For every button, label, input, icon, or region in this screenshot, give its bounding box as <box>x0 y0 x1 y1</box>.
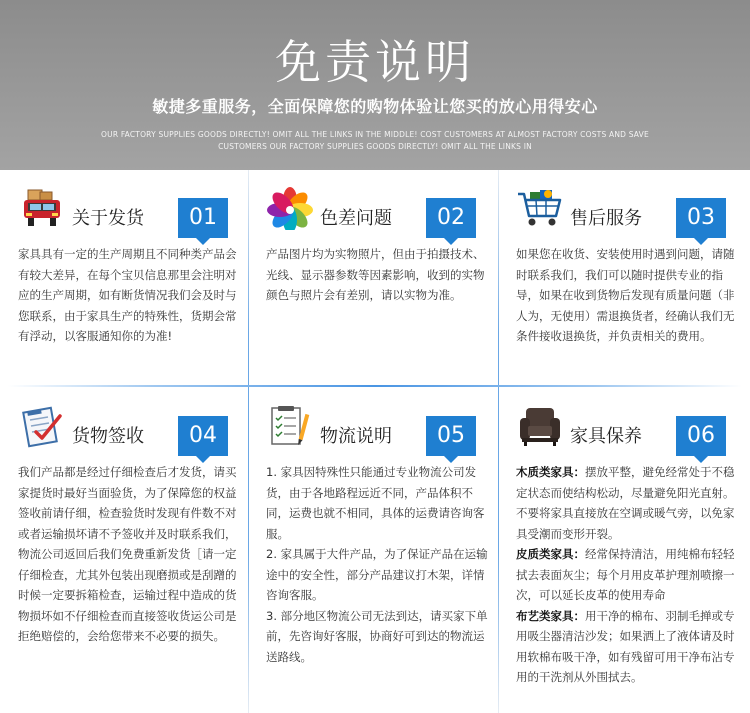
card-paragraph: 3. 部分地区物流公司无法到达，请买家下单前，先咨询好客服，协商好可到达的物流运送路线。 <box>266 608 488 664</box>
card-paragraph: 2. 家具属于大件产品，为了保证产品在运输途中的安全性，部分产品建议打木架，详情咨询客服。 <box>266 547 488 602</box>
card-paragraph: 如果您在收货、安装使用时遇到问题，请随时联系我们，我们可以随时提供专业的指导，如果在收到货物后发现有质量问题（非人为，无使用）需退换货者，经确认我们无条件接收退换货，并负责相关的费用。 <box>516 247 735 343</box>
column-divider <box>248 170 249 713</box>
card-title: 关于发货 <box>72 208 144 229</box>
header-banner <box>0 0 750 170</box>
card-paragraph <box>516 462 744 544</box>
care-text-fabric: 用干净的棉布、羽制毛掸或专用吸尘器清洁沙发；如果洒上了液体请及时用软棉布吸干净，如有残留可用干净布沾专用的干洗剂从外围拭去。 <box>516 608 735 684</box>
card-paragraph <box>516 606 744 688</box>
shopping-cart-icon <box>516 186 564 230</box>
clipboard-check-icon <box>18 404 66 448</box>
card-text <box>266 244 494 306</box>
card-number-badge: 05 <box>426 416 476 456</box>
card-number-badge: 01 <box>178 198 228 238</box>
card-number-badge: 03 <box>676 198 726 238</box>
care-label-leather: 皮质类家具： <box>516 547 585 561</box>
card-number-badge: 06 <box>676 416 726 456</box>
card-number-badge: 04 <box>178 416 228 456</box>
column-divider <box>498 170 499 713</box>
card-title: 售后服务 <box>570 208 642 229</box>
card-text <box>18 462 246 647</box>
card-text <box>266 462 494 667</box>
card-paragraph: 1. 家具因特殊性只能通过专业物流公司发货，由于各地路程远近不同，产品体积不同，运费也就不相同，具体的运费请咨询客服。 <box>266 465 485 541</box>
card-text <box>18 244 246 347</box>
card-title: 家具保养 <box>570 426 642 447</box>
care-label-wood: 木质类家具： <box>516 465 585 479</box>
card-number-badge: 02 <box>426 198 476 238</box>
sofa-icon <box>516 404 564 448</box>
card-paragraph: 产品图片均为实物照片，但由于拍摄技术、光线、显示器参数等因素影响，收到的实物颜色与照片会有差别，请以实物为准。 <box>266 247 485 302</box>
delivery-truck-icon <box>18 186 66 230</box>
card-title: 货物签收 <box>72 426 144 447</box>
card-title: 物流说明 <box>320 426 392 447</box>
card-text <box>516 244 744 347</box>
document-list-icon <box>266 404 314 448</box>
care-label-fabric: 布艺类家具： <box>516 608 585 623</box>
page-subtitle: 敏捷多重服务，全面保障您的购物体验让您买的放心用得安心 <box>152 97 598 116</box>
page-title: 免责说明 <box>275 35 475 89</box>
card-title: 色差问题 <box>320 208 392 229</box>
color-wheel-icon <box>266 186 314 230</box>
card-text <box>516 462 744 688</box>
card-paragraph <box>516 544 744 606</box>
care-text-wood: 摆放平整，避免经常处于不稳定状态而使结构松动，尽量避免阳光直射。不要将家具直接放在空调或暖气旁，以免家具受潮而变形开裂。 <box>516 465 735 541</box>
page-tagline: OUR FACTORY SUPPLIES GOODS DIRECTLY! OMIT ALL THE LINKS IN THE MIDDLE! COST CUSTOMERS AT ALMOST FACTORY COSTS AND SAVE CUSTOMERS OUR FACTORY SUPPLIES GOODS DIRECTLY! OMIT ALL THE LINKS IN <box>101 130 649 151</box>
card-paragraph: 我们产品都是经过仔细检查后才发货，请买家提货时最好当面验货，为了保障您的权益签收前请仔细，检查验货时发现有件数不对或者运输损坏请不予签收并及时联系我们，物流公司返回后我们免费重新发货［请一定仔细检查，尤其外包装出现磨损或是刮蹭的时候一定要拆箱检查，运输过程中造成的货物损坏如不仔细检查而直接签收货运公司是拒绝赔偿的，会给您带来不必要的损失。 <box>18 465 237 643</box>
card-paragraph: 家具具有一定的生产周期且不同种类产品会有较大差异，在每个宝贝信息那里会注明对应的生产周期，如有断货情况我们会及时与您联系，由于家具生产的特殊性，货期会常有浮动，以客服通知你的为准! <box>18 247 237 343</box>
care-text-leather: 经常保持清洁，用纯棉布轻轻拭去表面灰尘；每个月用皮革护理剂喷擦一次，可以延长皮革的使用寿命 <box>516 547 735 602</box>
row-divider <box>8 385 742 387</box>
